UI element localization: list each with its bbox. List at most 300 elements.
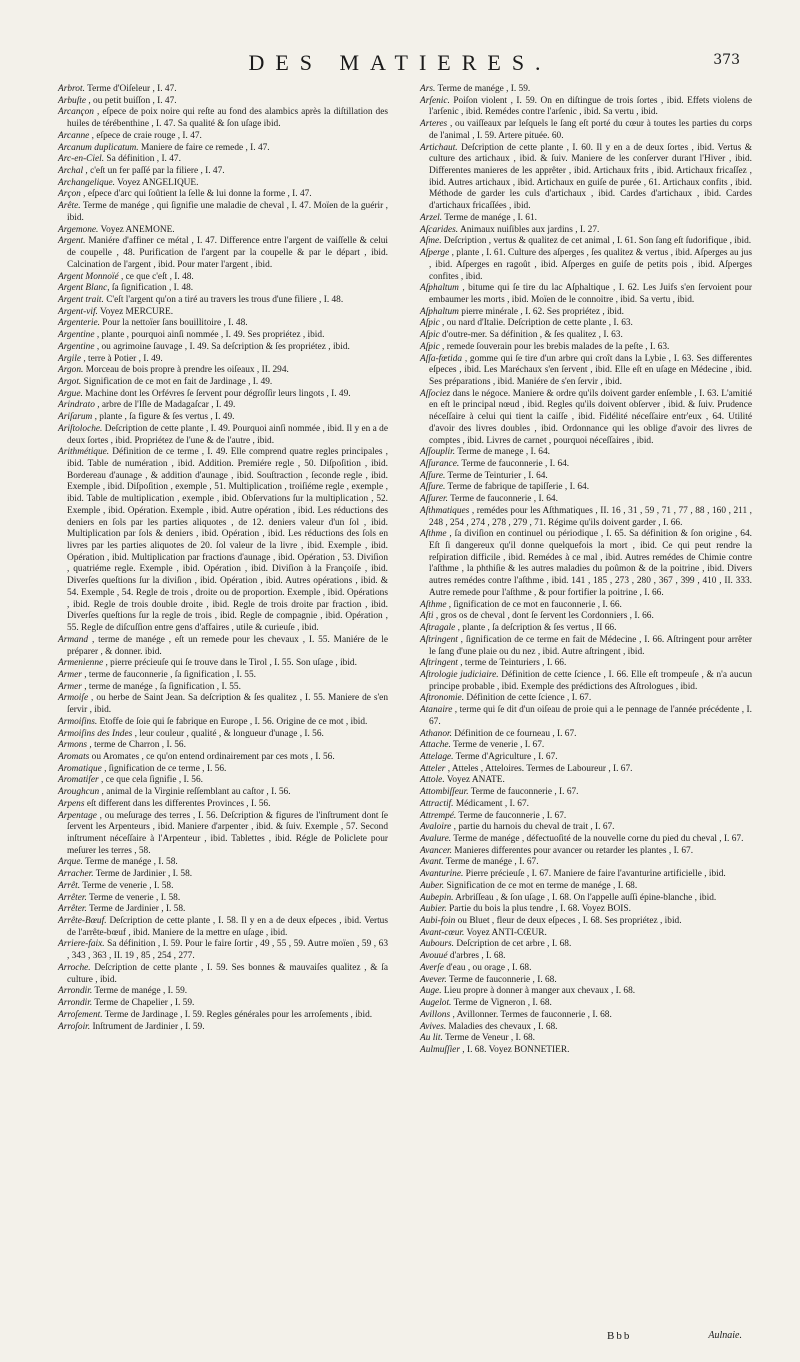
entry-text: , ou agrimoine ſauvage , I. 49. Sa deſcription & ſes propriétez , ibid. bbox=[94, 341, 350, 352]
entry-text: Morceau de bois propre à prendre les oiſeaux , II. 294. bbox=[83, 365, 289, 376]
index-entry bbox=[58, 295, 388, 307]
entry-headword: Aubours. bbox=[420, 939, 455, 950]
entry-text: , plante , pourquoi ainſi nommée , I. 49. Ses propriétez , ibid. bbox=[94, 330, 325, 341]
index-entry bbox=[58, 154, 388, 166]
entry-headword: Aſtringent bbox=[420, 634, 458, 645]
entry-text: Médicament , I. 67. bbox=[453, 798, 529, 809]
index-column-left bbox=[58, 84, 388, 1033]
catchword: Aulnaie. bbox=[708, 1330, 742, 1341]
entry-text: Etoffe de ſoie qui ſe fabrique en Europe , I. 56. Origine de ce mot , ibid. bbox=[97, 716, 368, 727]
entry-text: Terme de manége , I. 58. bbox=[82, 857, 178, 868]
index-entry bbox=[58, 939, 388, 962]
entry-text: Terme de manége , qui ſignifie une maladie de cheval , I. 47. Moïen de la guérir , ibid. bbox=[67, 201, 388, 223]
index-entry bbox=[58, 787, 388, 799]
entry-text: Manieres differentes pour avancer ou retarder les plantes , I. 67. bbox=[451, 845, 694, 856]
page-footer bbox=[0, 1330, 800, 1346]
entry-headword: Arroſement. bbox=[58, 1009, 103, 1020]
entry-headword: Aromatique bbox=[58, 763, 102, 774]
index-entry bbox=[58, 447, 388, 635]
entry-headword: Aubepin. bbox=[420, 892, 454, 903]
entry-text: Terme de Teinturier , I. 64. bbox=[445, 470, 548, 481]
index-entry bbox=[58, 857, 388, 869]
index-entry bbox=[420, 928, 752, 940]
entry-headword: Arteres bbox=[420, 119, 448, 130]
entry-headword: Aſpic bbox=[420, 341, 440, 352]
entry-text: Poiſon violent , I. 59. On en diſtingue de trois ſortes , ibid. Effets violens de l'arſenic , ibid. Remédes contre l'arſenic , ibid. Sa vertu , ibid. bbox=[429, 95, 752, 118]
entry-headword: Argent trait. bbox=[58, 294, 104, 305]
entry-headword: Aſſa-fœtida bbox=[420, 353, 463, 364]
entry-headword: Attombiſſeur. bbox=[420, 787, 469, 798]
index-entry bbox=[58, 389, 388, 401]
entry-headword: Arindrato bbox=[58, 400, 95, 411]
index-entry bbox=[420, 1022, 752, 1034]
entry-headword: Arcanum duplicatum. bbox=[58, 142, 139, 153]
entry-headword: Auber. bbox=[420, 880, 445, 891]
index-entry bbox=[58, 658, 388, 670]
entry-text: , ce que c'eſt , I. 48. bbox=[118, 271, 194, 282]
entry-text: Terme de fauconnerie , I. 67. bbox=[468, 787, 579, 798]
entry-text: Deſcription de cette plante , I. 58. Il y en a de deux eſpeces , ibid. Vertus de l'arrête-bœuf , ibid. Maniere de la mettre en uſage , ibid. bbox=[67, 916, 388, 938]
entry-text: , terme de manége , eſt un remede pour les chevaux , I. 55. Maniére de le préparer , & donner. ibid. bbox=[67, 634, 388, 657]
index-entry bbox=[420, 670, 752, 693]
entry-headword: Attole. bbox=[420, 775, 445, 786]
entry-headword: Arrondir. bbox=[58, 998, 93, 1009]
index-entry bbox=[58, 775, 388, 787]
entry-text: , leur couleur , qualité , & longueur d'unage , I. 56. bbox=[132, 728, 324, 739]
index-entry bbox=[420, 787, 752, 799]
index-entry bbox=[420, 752, 752, 764]
entry-headword: Arithmétique. bbox=[58, 447, 110, 458]
entry-headword: Aſpic bbox=[420, 318, 440, 329]
entry-headword: Arracher. bbox=[58, 869, 94, 880]
entry-headword: Armand bbox=[58, 634, 89, 645]
entry-text: Terme d'Oiſeleur , I. 47. bbox=[84, 84, 177, 94]
index-column-right bbox=[420, 84, 752, 1057]
entry-headword: Armons bbox=[58, 740, 88, 751]
entry-headword: Aſſurer. bbox=[420, 494, 448, 505]
entry-headword: Aromats bbox=[58, 751, 90, 762]
entry-headword: Arrêter. bbox=[58, 904, 87, 915]
entry-headword: Aſthmatiques bbox=[420, 505, 470, 516]
index-entry bbox=[420, 916, 752, 928]
index-entry bbox=[58, 916, 388, 939]
entry-headword: Aſtringent bbox=[420, 658, 458, 669]
index-entry bbox=[420, 213, 752, 225]
entry-text: Terme de Jardinier , I. 58. bbox=[93, 869, 193, 880]
entry-headword: Attache. bbox=[420, 740, 451, 751]
entry-headword: Argent. bbox=[58, 236, 86, 247]
entry-text: d'arbres , I. 68. bbox=[447, 951, 506, 962]
entry-text: Pour la nettoïer ſans bouillitoire , I. 48. bbox=[99, 318, 248, 329]
entry-text: , ou meſurage des terres , I. 56. Deſcription & figures de l'inſtrument dont ſe ſervent les Arpenteurs , ibid. Maniere d'arpenter , ibid. & ſuiv. Exemple , 57. Second inſtrument néceſſaire à l'Arpenteur , ibid. Tablettes , ibid. Régle de Policlete pour meſurer les terres , 58. bbox=[67, 810, 388, 856]
index-entry bbox=[420, 283, 752, 306]
entry-text: , ſignification de ce terme , I. 56. bbox=[101, 763, 227, 774]
index-entry bbox=[420, 904, 752, 916]
index-entry bbox=[420, 389, 752, 448]
entry-text: Terme de venerie , I. 58. bbox=[86, 892, 181, 903]
entry-headword: Avant. bbox=[420, 857, 444, 868]
index-entry bbox=[58, 811, 388, 858]
index-entry bbox=[420, 84, 752, 96]
entry-text: Voyez ANTI-CŒUR. bbox=[464, 927, 547, 938]
entry-text: , gomme qui ſe tire d'un arbre qui croît dans la Lybie , I. 63. Ses differentes eſpeces , ibid. Les Maréchaux s'en ſervent , ibid. Elle eſt en uſage en Médecine , ibid. Ses préparations , ibid. Maniére de s'en ſervir , ibid. bbox=[429, 353, 752, 387]
entry-headword: Argon. bbox=[58, 365, 84, 376]
entry-headword: Athanor. bbox=[420, 728, 452, 739]
entry-text: , terme de manége , ſa ſignification , I. 55. bbox=[81, 681, 241, 692]
running-title: DES MATIERES. bbox=[248, 50, 552, 75]
index-entry bbox=[58, 225, 388, 237]
entry-text: , I. 68. Voyez BONNETIER. bbox=[459, 1044, 570, 1055]
entry-headword: Aroughcun bbox=[58, 787, 100, 798]
index-entry bbox=[420, 236, 752, 248]
entry-text: Terme de fabrique de tapiſſerie , I. 64. bbox=[445, 482, 590, 493]
index-entry bbox=[58, 107, 388, 130]
index-entry bbox=[420, 729, 752, 741]
index-entry bbox=[420, 834, 752, 846]
index-entry bbox=[58, 764, 388, 776]
entry-headword: Artichaut. bbox=[420, 142, 458, 153]
entry-text: Terme de manége , I. 59. bbox=[92, 986, 188, 997]
entry-text: , eſpece de poix noire qui reſte au fond des alambics après la diſtillation des huiles de térébenthine , I. 47. Sa qualité & ſon uſage ibid. bbox=[67, 107, 388, 130]
index-entry bbox=[58, 272, 388, 284]
entry-text: Deſcription de cette plante , I. 49. Pourquoi ainſi nommée , ibid. Il y en a de deux ſortes , ibid. Propriétez de l'une & de l'autre , ibid. bbox=[67, 423, 388, 446]
index-entry bbox=[58, 904, 388, 916]
index-entry bbox=[420, 881, 752, 893]
entry-text: Terme de fauconnerie , I. 67. bbox=[456, 810, 567, 821]
index-entry bbox=[420, 143, 752, 213]
index-entry bbox=[420, 846, 752, 858]
index-entry bbox=[58, 236, 388, 271]
entry-text: Voyez MERCURE. bbox=[97, 306, 174, 317]
entry-headword: Arpentage bbox=[58, 810, 97, 821]
entry-headword: Aſphaltum bbox=[420, 283, 459, 294]
entry-headword: Atteler bbox=[420, 763, 446, 774]
entry-headword: Argenterie. bbox=[58, 318, 100, 329]
index-entry bbox=[58, 998, 388, 1010]
entry-headword: Argent Monnoïé bbox=[58, 271, 119, 282]
entry-text: , ſa diviſion en continuel ou périodique , I. 65. Sa définition & ſon origine , 64. Eſt ſi dangereux qu'il donne quelquefois la mort , ibid. Ce qui peut rendre la reſpiration difficile , ibid. Remédes à ce mal , ibid. Autres remédes de Chimie contre l'aſthme , la phthiſie & les autres maladies du poûmon & de la poitrine , ibid. Divers autres remédes contre l'aſthme , ibid. 141 , 185 , 273 , 280 , 367 , 399 , 410 , II. 333. Autre remede pour l'aſthme , & pour fortifier la poitrine , I. 66. bbox=[429, 529, 752, 598]
entry-headword: Aſſurance. bbox=[420, 459, 460, 469]
index-entry bbox=[58, 869, 388, 881]
entry-text: , arbre de l'Iſle de Madagaſcar , I. 49. bbox=[94, 400, 236, 411]
index-entry bbox=[420, 471, 752, 483]
entry-headword: Aſſociez bbox=[420, 388, 451, 399]
index-entry bbox=[58, 717, 388, 729]
entry-headword: Aubier. bbox=[420, 904, 447, 915]
entry-headword: Argot. bbox=[58, 376, 82, 387]
index-entry bbox=[420, 1010, 752, 1022]
entry-headword: Aſtragale bbox=[420, 623, 456, 634]
index-entry bbox=[58, 963, 388, 986]
entry-text: Deſcription de cette plante , I. 59. Ses bonnes & mauvaiſes qualitez , & ſa culture , ibid. bbox=[67, 962, 388, 985]
entry-text: Deſcription de cet arbre , I. 68. bbox=[454, 939, 572, 950]
entry-headword: Argue. bbox=[58, 388, 83, 399]
entry-text: Arbriſſeau , & ſon uſage , I. 68. On l'appelle auſſi épine-blanche , ibid. bbox=[453, 892, 717, 903]
index-entry bbox=[58, 881, 388, 893]
entry-text: Machine dont les Orfévres ſe ſervent pour dégroſſir leurs lingots , I. 49. bbox=[82, 388, 351, 399]
entry-text: Terme de fauconnerie , I. 68. bbox=[446, 974, 557, 985]
index-entry bbox=[420, 693, 752, 705]
entry-headword: Archangelique. bbox=[58, 177, 115, 188]
entry-text: , bitume qui ſe tire du lac Aſphaltique , I. 62. Les Juifs s'en ſervoient pour embaumer les morts , ibid. Moïen de le connoitre , ibid. Sa vertu , ibid. bbox=[429, 283, 752, 305]
entry-headword: Aſtronomie. bbox=[420, 693, 465, 704]
entry-text: Voyez ANGELIQUE. bbox=[115, 177, 199, 188]
index-entry bbox=[420, 447, 752, 459]
index-entry bbox=[420, 342, 752, 354]
entry-text: Terme de Vigneron , I. 68. bbox=[451, 998, 552, 1009]
index-entry bbox=[58, 740, 388, 752]
index-entry bbox=[420, 225, 752, 237]
index-entry bbox=[58, 283, 388, 295]
entry-text: Maniére d'affiner ce métal , I. 47. Difference entre l'argent de vaiſſelle & celui de coupelle , 48. Purification de l'argent par la coupelle & par le départ , ibid. Calcination de l'argent , ibid. Pour mater l'argent , ibid. bbox=[67, 236, 388, 270]
index-entry bbox=[420, 705, 752, 728]
entry-text: eſt different dans les differentes Provinces , I. 56. bbox=[84, 798, 271, 809]
index-entry bbox=[58, 354, 388, 366]
entry-headword: Attrempé. bbox=[420, 810, 457, 821]
entry-headword: Attractif. bbox=[420, 798, 454, 809]
entry-headword: Aſthme bbox=[420, 529, 447, 540]
index-entry bbox=[58, 201, 388, 224]
index-entry bbox=[58, 1022, 388, 1034]
entry-headword: Armoiſins. bbox=[58, 716, 98, 727]
index-entry bbox=[420, 623, 752, 635]
entry-text: Terme de Jardinage , I. 59. Regles générales pour les arroſements , ibid. bbox=[102, 1009, 373, 1020]
index-entry bbox=[58, 682, 388, 694]
entry-headword: Arſenic. bbox=[420, 95, 450, 106]
entry-text: , gros os de cheval , dont ſe ſervent les Cordonniers , I. 66. bbox=[433, 611, 654, 622]
entry-text: Voyez ANEMONE. bbox=[98, 224, 175, 235]
entry-text: Inſtrument de Jardinier , I. 59. bbox=[90, 1021, 205, 1032]
entry-headword: Aſthme bbox=[420, 599, 447, 610]
entry-headword: Argentine bbox=[58, 330, 95, 341]
entry-headword: Arque. bbox=[58, 857, 83, 868]
page-header bbox=[0, 50, 800, 80]
entry-text: d'outre-mer. Sa définition , & ſes qualitez , I. 63. bbox=[439, 330, 623, 341]
entry-text: Sa définition , I. 59. Pour le faire ſortir , 49 , 55 , 59. Autre moïen , 59 , 63 , 343 , 363 , II. 19 , 85 , 254 , 277. bbox=[67, 939, 388, 962]
index-entry bbox=[58, 330, 388, 342]
entry-text: Pierre précieuſe , I. 67. Maniere de faire l'avanturine artificielle , ibid. bbox=[463, 869, 726, 880]
index-entry bbox=[58, 178, 388, 190]
entry-text: , terme de fauconnerie , ſa ſignification , I. 55. bbox=[81, 669, 256, 680]
entry-headword: Avaloire bbox=[420, 822, 452, 833]
entry-text: , remédes pour les Aſthmatiques , II. 16 , 31 , 59 , 71 , 77 , 88 , 160 , 211 , 248 , 254 , 274 , 278 , 279 , 71. Régime qu'ils doivent garder , I. 66. bbox=[429, 505, 752, 528]
entry-headword: Arbrot. bbox=[58, 84, 85, 94]
entry-text: Sa définition , I. 47. bbox=[104, 154, 181, 165]
index-entry bbox=[420, 893, 752, 905]
index-entry bbox=[58, 752, 388, 764]
entry-text: Terme de fauconnerie , I. 64. bbox=[447, 494, 558, 505]
entry-text: Terme de manége , I. 61. bbox=[442, 212, 537, 223]
index-entry bbox=[420, 248, 752, 283]
index-entry bbox=[420, 822, 752, 834]
index-entry bbox=[58, 635, 388, 658]
index-entry bbox=[58, 143, 388, 155]
entry-headword: Arrêter. bbox=[58, 892, 87, 903]
entry-text: Signification de ce mot en terme de manége , I. 68. bbox=[444, 880, 638, 891]
entry-headword: Argent Blanc, bbox=[58, 283, 110, 294]
index-entry bbox=[420, 811, 752, 823]
entry-headword: Avouué bbox=[420, 951, 448, 962]
entry-headword: Arrêt. bbox=[58, 880, 81, 891]
entry-text: , pierre précieuſe qui ſe trouve dans le Tirol , I. 55. Son uſage , ibid. bbox=[103, 658, 357, 669]
entry-text: , terre à Potier , I. 49. bbox=[81, 353, 163, 364]
entry-headword: Averſe bbox=[420, 962, 444, 973]
entry-headword: Arête. bbox=[58, 201, 81, 212]
index-entry bbox=[420, 119, 752, 142]
index-entry bbox=[58, 84, 388, 96]
entry-headword: Aſphaltum bbox=[420, 306, 459, 317]
entry-headword: Aſſure. bbox=[420, 482, 446, 493]
index-entry bbox=[420, 318, 752, 330]
entry-headword: Armer bbox=[58, 669, 82, 680]
entry-text: ou Aromates , ce qu'on entend ordinairement par ces mots , I. 56. bbox=[89, 751, 335, 762]
entry-headword: Aromatiſer bbox=[58, 775, 99, 786]
index-entry bbox=[420, 96, 752, 119]
entry-text: , Atteles , Atteloires. Termes de Laboureur , I. 67. bbox=[445, 763, 633, 774]
entry-text: , terme de Teinturiers , I. 66. bbox=[457, 658, 567, 669]
index-entry bbox=[420, 764, 752, 776]
entry-headword: Ariſarum bbox=[58, 412, 93, 423]
index-entry bbox=[420, 307, 752, 319]
entry-text: C'eſt l'argent qu'on a tiré au travers les trous d'une filiere , I. 48. bbox=[103, 294, 344, 305]
entry-text: Terme de manége , I. 59. bbox=[435, 84, 531, 94]
entry-headword: Argile bbox=[58, 353, 82, 364]
entry-headword: Argentine bbox=[58, 341, 95, 352]
entry-headword: Aſcarides. bbox=[420, 224, 459, 235]
index-entry bbox=[58, 412, 388, 424]
entry-text: Terme de Jardinier , I. 58. bbox=[86, 904, 186, 915]
entry-headword: Avillons bbox=[420, 1009, 451, 1020]
index-entry bbox=[420, 459, 752, 471]
entry-text: Deſcription , vertus & qualitez de cet animal , I. 61. Son ſang eſt ſudorifique , ibid. bbox=[441, 236, 752, 247]
index-entry bbox=[420, 963, 752, 975]
entry-text: , ou herbe de Saint Jean. Sa deſcription & ſes qualitez , I. 55. Maniere de s'en ſervir , ibid. bbox=[67, 693, 388, 716]
page-number: 373 bbox=[713, 52, 740, 68]
entry-headword: Aſtrologie judiciaire. bbox=[420, 669, 499, 680]
index-entry bbox=[420, 951, 752, 963]
entry-headword: Avant-cœur. bbox=[420, 927, 465, 938]
index-entry bbox=[58, 693, 388, 716]
entry-text: Voyez ANATE. bbox=[444, 775, 505, 786]
index-entry bbox=[58, 893, 388, 905]
entry-text: d'eau , ou orage , I. 68. bbox=[443, 962, 532, 973]
entry-headword: Argent-vif. bbox=[58, 306, 98, 317]
index-entry bbox=[58, 729, 388, 741]
entry-text: , Avillonner. Termes de fauconnerie , I. 68. bbox=[450, 1009, 612, 1020]
entry-text: , partie du harnois du cheval de trait , I. 67. bbox=[451, 822, 615, 833]
entry-headword: Arrête-Bœuf. bbox=[58, 916, 107, 927]
entry-headword: Arbuſte bbox=[58, 95, 87, 106]
index-entry bbox=[420, 775, 752, 787]
entry-text: Terme de Chapelier , I. 59. bbox=[92, 998, 195, 1009]
entry-text: Signification de ce mot en fait de Jardinage , I. 49. bbox=[81, 376, 273, 387]
entry-headword: Arrondir. bbox=[58, 986, 93, 997]
entry-text: ſa ſignification , I. 48. bbox=[109, 283, 194, 294]
entry-headword: Arzel. bbox=[420, 212, 443, 223]
entry-text: , ou nard d'Italie. Deſcription de cette plante , I. 63. bbox=[439, 318, 633, 329]
entry-text: , animal de la Virginie reſſemblant au caſtor , I. 56. bbox=[99, 787, 291, 798]
entry-text: Terme de manege , I. 64. bbox=[455, 447, 550, 458]
entry-text: Terme de manége , défectuoſité de la nouvelle corne du pied du cheval , I. 67. bbox=[451, 834, 744, 844]
entry-text: , ce que cela ſignifie , I. 56. bbox=[98, 775, 203, 786]
entry-headword: Aſſouplir. bbox=[420, 447, 456, 458]
entry-text: Terme de Veneur , I. 68. bbox=[442, 1033, 535, 1044]
entry-headword: Arcanne bbox=[58, 130, 90, 141]
index-entry bbox=[420, 506, 752, 529]
index-entry bbox=[58, 189, 388, 201]
entry-text: Deſcription de cette plante , I. 60. Il y en a de deux ſortes , ibid. Vertus & culture des artichaux , ibid. & ſuiv. Maniere de les conſerver durant l'Hiver , ibid. Differentes manieres de les apprêter , ibid. Artichaux frits , ibid. Artichaux fricaſſez , ibid. Autres artichaux , ibid. Artichaux en guiſe de purée , 61. Artichaux confits , ibid. Méthode de garder les culs d'artichaux , ibid. Cardes d'artichaux , ibid. Cardes d'artichaux fricaſſées , ibid. bbox=[429, 142, 752, 212]
entry-headword: Armer bbox=[58, 681, 82, 692]
entry-headword: Augelot. bbox=[420, 998, 452, 1009]
entry-text: pierre minérale , I. 62. Ses propriétez , ibid. bbox=[458, 306, 624, 317]
entry-headword: Argemone. bbox=[58, 224, 99, 235]
entry-text: , ſignification de ce mot en fauconnerie , I. 66. bbox=[446, 599, 622, 610]
index-entry bbox=[420, 1045, 752, 1057]
entry-text: Maniere de faire ce remede , I. 47. bbox=[138, 142, 270, 153]
entry-headword: Aſpic bbox=[420, 330, 440, 341]
index-entry bbox=[58, 424, 388, 447]
entry-text: Terme de manége , I. 67. bbox=[443, 857, 539, 868]
index-entry bbox=[420, 799, 752, 811]
entry-text: Animaux nuiſibles aux jardins , I. 27. bbox=[458, 224, 600, 235]
index-entry bbox=[58, 377, 388, 389]
entry-text: , ou vaiſſeaux par leſquels le ſang eſt porté du cœur à toutes les parties du corps de l'animal , I. 59. Artere pituée. 60. bbox=[429, 119, 752, 141]
entry-headword: Arriere-faix. bbox=[58, 939, 105, 950]
entry-headword: Aſme. bbox=[420, 236, 442, 247]
index-entry bbox=[420, 986, 752, 998]
index-entry bbox=[420, 482, 752, 494]
index-entry bbox=[420, 494, 752, 506]
entry-headword: Ars. bbox=[420, 84, 436, 94]
index-entry bbox=[420, 869, 752, 881]
index-entry bbox=[420, 354, 752, 389]
entry-headword: Armoiſe bbox=[58, 693, 89, 704]
entry-text: , plante , I. 61. Culture des aſperges , ſes qualitez & vertus , ibid. Aſperges au jus , ibid. Aſperges en ragoût , ibid. Aſperges en guiſe de petits pois , ibid. Aſperges confites , ibid. bbox=[429, 248, 752, 282]
entry-headword: Aubi-foin bbox=[420, 916, 456, 927]
entry-headword: Avanturine. bbox=[420, 869, 464, 880]
index-entry bbox=[58, 986, 388, 998]
entry-text: Définition de ce fourneau , I. 67. bbox=[451, 728, 577, 739]
entry-text: , ſignification de ce terme en fait de Médecine , I. 66. Aſtringent pour arrêter le ſang d'une plaie ou du nez , ibid. Autre aſtringent , ibid. bbox=[429, 634, 752, 657]
entry-text: , plante , ſa deſcription & ſes vertus , II 66. bbox=[455, 623, 617, 634]
index-entry bbox=[58, 400, 388, 412]
entry-text: Terme de venerie , I. 67. bbox=[450, 740, 545, 751]
index-entry bbox=[58, 342, 388, 354]
entry-headword: Aſti bbox=[420, 611, 434, 622]
index-entry bbox=[420, 600, 752, 612]
entry-text: , plante , ſa figure & ſes vertus , I. 49. bbox=[92, 412, 235, 423]
entry-headword: Atanaire bbox=[420, 705, 453, 716]
entry-headword: Armenienne bbox=[58, 658, 104, 669]
index-entry bbox=[420, 1033, 752, 1045]
entry-headword: Arroche. bbox=[58, 962, 91, 973]
entry-text: Terme de venerie , I. 58. bbox=[80, 880, 174, 891]
entry-text: Terme d'Agriculture , I. 67. bbox=[453, 751, 558, 762]
entry-headword: Armoiſins des Indes bbox=[58, 728, 133, 739]
entry-headword: Arroſoir. bbox=[58, 1021, 91, 1032]
entry-headword: Attelage. bbox=[420, 751, 454, 762]
index-entry bbox=[420, 330, 752, 342]
index-entry bbox=[420, 658, 752, 670]
entry-headword: Aulmuſſier bbox=[420, 1044, 460, 1055]
entry-headword: Ariſtoloche. bbox=[58, 423, 103, 434]
index-entry bbox=[420, 635, 752, 658]
entry-headword: Arçon bbox=[58, 189, 81, 200]
entry-headword: Aſperge bbox=[420, 248, 450, 259]
entry-text: , terme de Charron , I. 56. bbox=[87, 740, 186, 751]
entry-text: Lieu propre à donner à manger aux chevaux , I. 68. bbox=[441, 986, 636, 997]
index-entry bbox=[58, 318, 388, 330]
